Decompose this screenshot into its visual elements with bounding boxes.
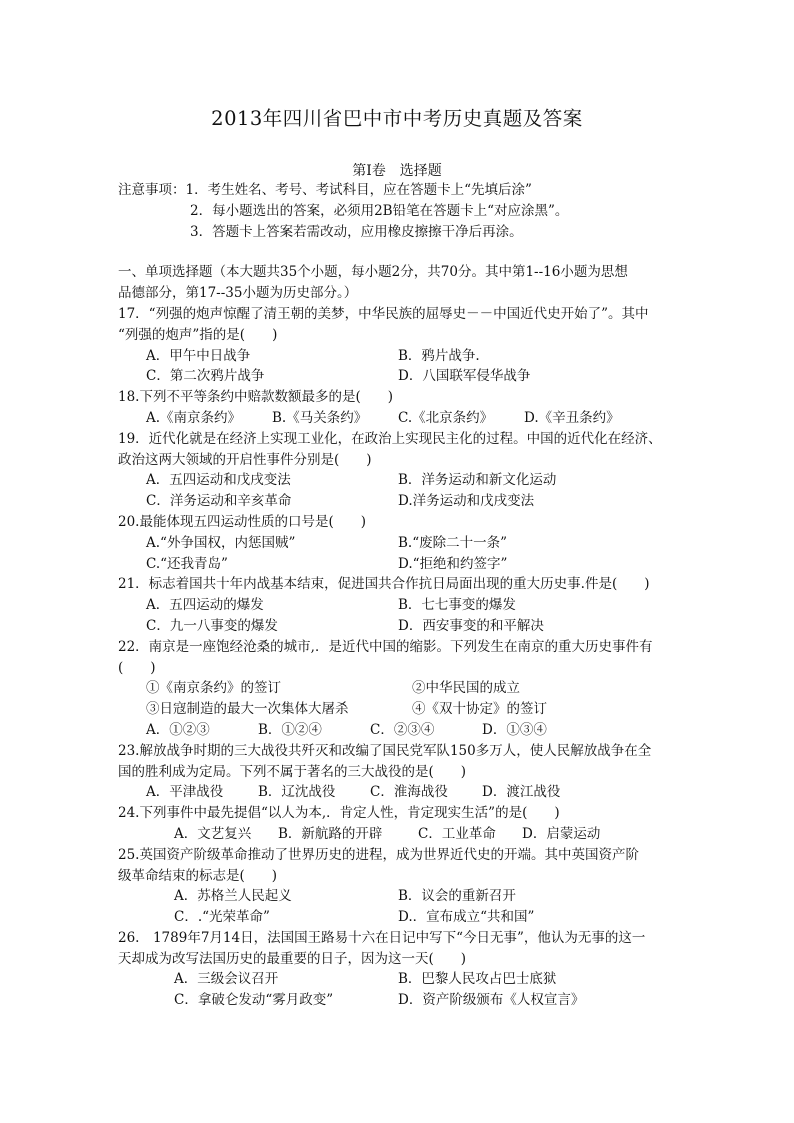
- question-25-stem-2: 级革命结束的标志是( ): [118, 867, 278, 884]
- question-25-option-a[interactable]: A．苏格兰人民起义: [174, 888, 292, 905]
- question-22-options: [118, 720, 678, 741]
- question-23-option-c[interactable]: C．淮海战役: [370, 784, 448, 801]
- question-25-options-row-2: [118, 907, 678, 928]
- question-19-option-c[interactable]: C．洋务运动和辛亥革命: [146, 493, 292, 510]
- question-20-option-a[interactable]: A.“外争国权，内惩国贼”: [146, 534, 296, 551]
- question-23-option-d[interactable]: D．渡江战役: [482, 784, 561, 801]
- question-22-item-2: ②中华民国的成立: [412, 680, 520, 697]
- question-20-option-c[interactable]: C.“还我青岛”: [146, 555, 228, 572]
- question-26-options-row-2: [118, 990, 678, 1011]
- question-24-option-d[interactable]: D．启蒙运动: [522, 825, 601, 842]
- question-20-option-b[interactable]: B.“废除二十一条”: [398, 534, 508, 551]
- notice-item-3: 3．答题卡上答案若需改动，应用橡皮擦擦干净后再涂。: [190, 223, 523, 240]
- question-21-options-row-2: [118, 616, 678, 637]
- question-17-option-d[interactable]: D．八国联军侵华战争: [398, 368, 531, 385]
- question-19-option-a[interactable]: A．五四运动和戊戌变法: [146, 472, 291, 489]
- question-17-options-row-1: [118, 346, 678, 367]
- question-22-stem-1: 22．南京是一座饱经沧桑的城市,．是近代中国的缩影。下列发生在南京的重大历史事件有: [118, 638, 653, 655]
- question-25-option-d[interactable]: D.．宣布成立“共和国”: [398, 909, 535, 926]
- question-25-options-row-1: [118, 886, 678, 907]
- question-22-items-row-2: [118, 699, 678, 720]
- question-20-option-d[interactable]: D.“拒绝和约签字”: [398, 555, 508, 572]
- document-title: 2013年四川省巴中市中考历史真题及答案: [211, 107, 583, 130]
- question-26-option-b[interactable]: B．巴黎人民攻占巴士底狱: [398, 971, 557, 988]
- notice-label: 注意事项：: [118, 182, 186, 198]
- question-26-stem-2: 天却成为改写法国历史的最重要的日子，因为这一天( ): [118, 950, 467, 967]
- question-26-options-row-1: [118, 969, 678, 990]
- question-26-stem-1: 26. 1789年7月14日，法国国王路易十六在日记中写下“今日无事”，他认为无事的这一: [118, 929, 646, 946]
- question-22-item-1: ①《南京条约》的签订: [146, 680, 281, 697]
- question-26-option-d[interactable]: D．资产阶级颁布《人权宣言》: [398, 992, 585, 1009]
- question-18-options: [118, 408, 678, 429]
- question-19-stem-1: 19．近代化就是在经济上实现工业化，在政治上实现民主化的过程。中国的近代化在经济、: [118, 430, 662, 447]
- question-24-stem: 24.下列事件中最先提倡“以人为本,．肯定人性，肯定现实生活”的是( ): [118, 805, 560, 822]
- question-19-option-b[interactable]: B．洋务运动和新文化运动: [398, 472, 557, 489]
- question-17-stem-2: “列强的炮声”指的是( ): [118, 326, 278, 343]
- question-23-option-b[interactable]: B．辽沈战役: [258, 784, 336, 801]
- question-17-option-c[interactable]: C．第二次鸦片战争: [146, 368, 265, 385]
- question-22-option-a[interactable]: A．①②③: [146, 721, 210, 738]
- question-19-options-row-2: [118, 491, 678, 512]
- question-21-options-row-1: [118, 595, 678, 616]
- notice-line-1: [118, 180, 678, 201]
- exam-content: [118, 180, 678, 1011]
- question-22-item-4: ④《双十协定》的签订: [412, 701, 547, 718]
- question-25-stem-1: 25.英国资产阶级革命推动了世界历史的进程，成为世界近代史的开端。其中英国资产阶: [118, 846, 639, 863]
- question-20-stem: 20.最能体现五四运动性质的口号是( ): [118, 513, 367, 530]
- question-26-option-a[interactable]: A．三级会议召开: [174, 971, 279, 988]
- notice-item-2: 2．每小题选出的答案，必须用2B铅笔在答题卡上“对应涂黑”。: [190, 202, 569, 219]
- question-17-option-a[interactable]: A．甲午中日战争: [146, 347, 251, 364]
- question-22-option-c[interactable]: C．②③④: [370, 721, 435, 738]
- question-19-option-d[interactable]: D.洋务运动和戊戌变法: [398, 493, 535, 510]
- question-19-options-row-1: [118, 470, 678, 491]
- question-21-option-b[interactable]: B．七七事变的爆发: [398, 597, 516, 614]
- question-24-option-c[interactable]: C．工业革命: [418, 825, 496, 842]
- question-21-option-a[interactable]: A．五四运动的爆发: [146, 597, 264, 614]
- notice-item-1: 1．考生姓名、考号、考试科目，应在答题卡上“先填后涂”: [185, 182, 532, 198]
- question-17-options-row-2: [118, 366, 678, 387]
- part-heading-line-2: 品德部分，第17--35小题为历史部分。）: [118, 285, 358, 302]
- question-22-stem-2: ( ): [118, 659, 156, 676]
- question-21-stem: 21．标志着国共十年内战基本结束，促进国共合作抗日局面出现的重大历史事.件是( ): [118, 576, 650, 593]
- question-21-option-d[interactable]: D．西安事变的和平解决: [398, 617, 544, 634]
- question-25-option-c[interactable]: C．.“光荣革命”: [174, 909, 270, 926]
- question-21-option-c[interactable]: C．九一八事变的爆发: [146, 617, 278, 634]
- question-25-option-b[interactable]: B．议会的重新召开: [398, 888, 516, 905]
- question-22-items-row-1: [118, 678, 678, 699]
- question-18-option-b[interactable]: B.《马关条约》: [272, 409, 368, 426]
- question-17-stem-1: 17．“列强的炮声惊醒了清王朝的美梦，中华民族的屈辱史－－中国近代史开始了”。其中: [118, 305, 649, 322]
- question-19-stem-2: 政治这两大领域的开启性事件分别是( ): [118, 451, 372, 468]
- section-title: 第Ⅰ卷 选择题: [352, 163, 442, 179]
- question-24-options: [118, 824, 678, 845]
- question-20-options-row-2: [118, 554, 678, 575]
- question-23-stem-2: 国的胜利成为定局。下列不属于著名的三大战役的是( ): [118, 763, 467, 780]
- question-23-option-a[interactable]: A．平津战役: [146, 784, 224, 801]
- question-18-option-a[interactable]: A.《南京条约》: [146, 409, 242, 426]
- question-22-option-d[interactable]: D．①③④: [482, 721, 547, 738]
- question-22-option-b[interactable]: B．①②④: [258, 721, 322, 738]
- question-23-stem-1: 23.解放战争时期的三大战役共歼灭和改编了国民党军队150多万人，使人民解放战争在全: [118, 742, 652, 759]
- question-18-option-d[interactable]: D.《辛丑条约》: [524, 409, 620, 426]
- question-18-option-c[interactable]: C.《北京条约》: [398, 409, 494, 426]
- question-20-options-row-1: [118, 533, 678, 554]
- question-24-option-b[interactable]: B．新航路的开辟: [278, 825, 383, 842]
- question-17-option-b[interactable]: B．鸦片战争.: [398, 347, 480, 364]
- question-18-stem: 18.下列不平等条约中赔款数额最多的是( ): [118, 389, 394, 406]
- question-26-option-c[interactable]: C．拿破仑发动“雾月政变”: [174, 992, 334, 1009]
- question-23-options: [118, 782, 678, 803]
- question-22-item-3: ③日寇制造的最大一次集体大屠杀: [146, 701, 349, 718]
- question-24-option-a[interactable]: A．文艺复兴: [174, 825, 252, 842]
- part-heading-line-1: 一、单项选择题（本大题共35个小题，每小题2分，共70分。其中第1--16小题为思想: [118, 264, 628, 281]
